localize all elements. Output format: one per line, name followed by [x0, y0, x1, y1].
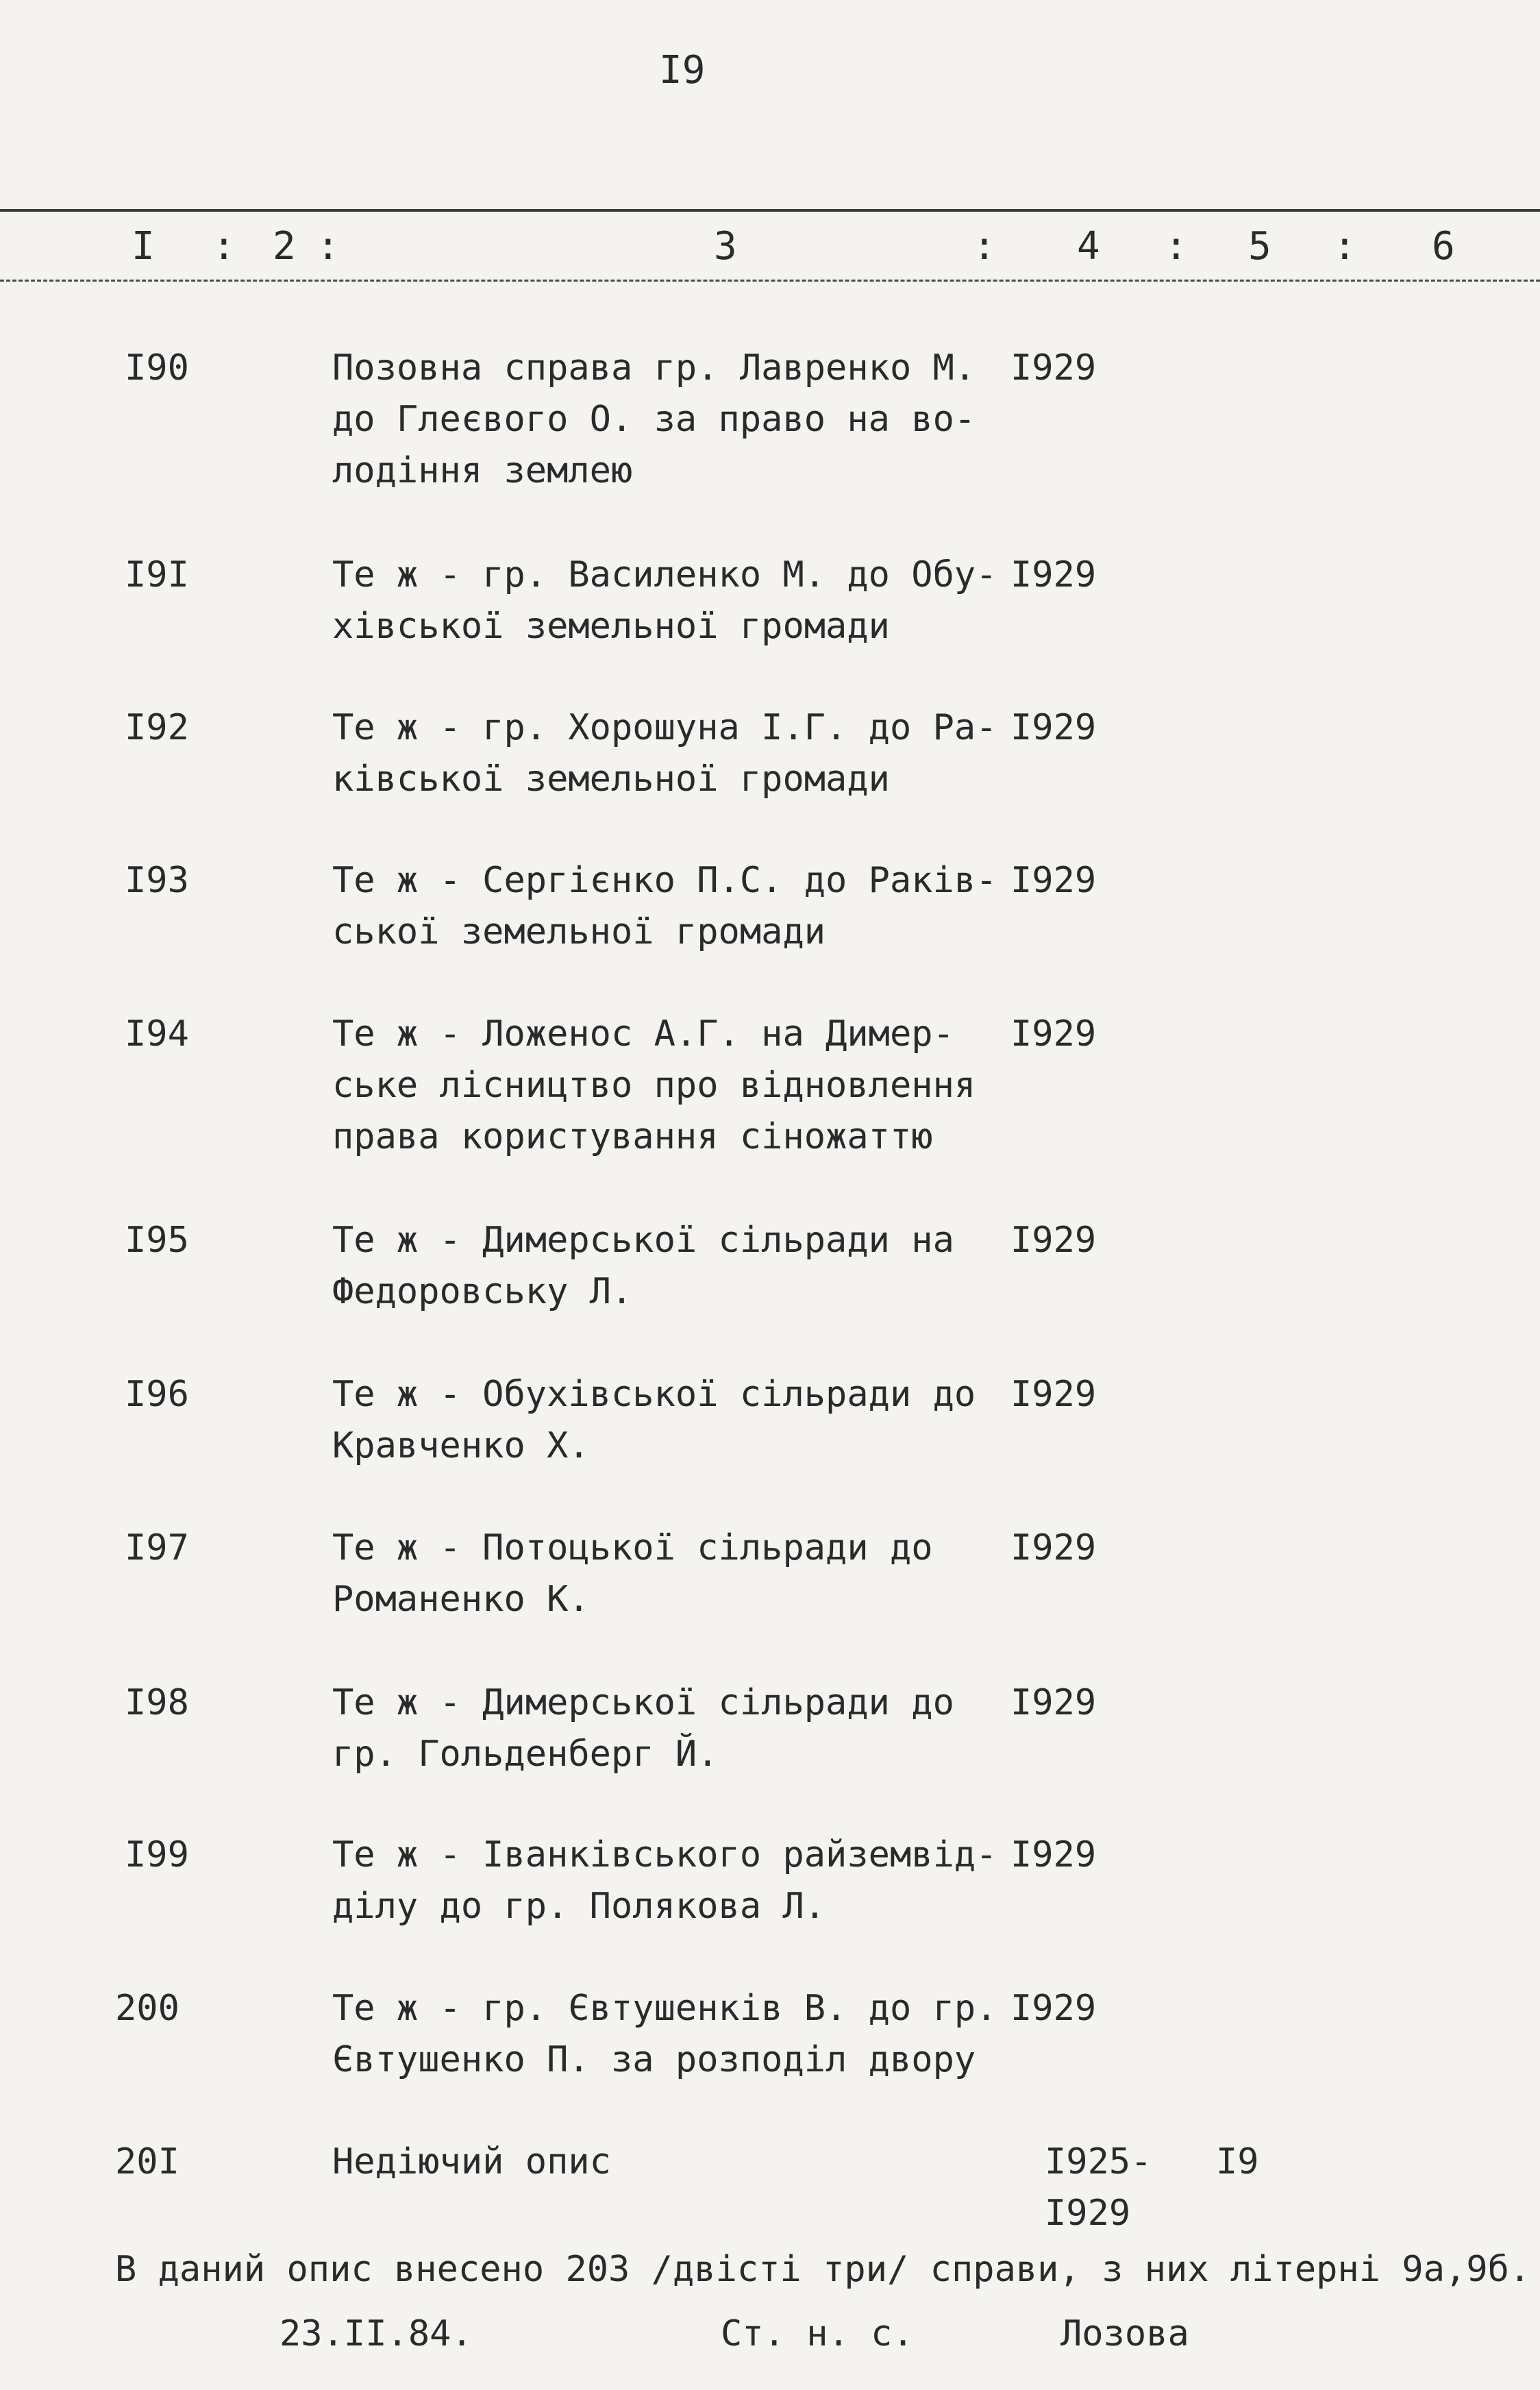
file-number: I92	[125, 707, 189, 748]
file-number: I99	[125, 1834, 189, 1875]
file-description: Те ж - гр. Василенко М. до Обу- хівської земельної громади	[332, 554, 997, 647]
file-description: Те ж - Потоцької сільради до Романенко К.	[332, 1527, 933, 1620]
col-header-1: I	[132, 224, 155, 269]
compiler-name: Лозова	[1060, 2313, 1189, 2354]
header-rule-bottom	[0, 280, 1540, 282]
sheet-count: I9	[1216, 2141, 1259, 2182]
file-description: Недіючий опис	[332, 2141, 611, 2182]
file-description: Те ж - Димерської сільради до гр. Гольденберг Й.	[332, 1682, 954, 1775]
file-description: Те ж - Димерської сільради на Федоровську Л.	[332, 1220, 954, 1312]
file-number: 200	[115, 1988, 179, 2029]
file-year: I929	[1010, 1527, 1097, 1568]
col-separator: :	[212, 224, 236, 269]
page-number: I9	[659, 48, 706, 93]
col-header-5: 5	[1248, 224, 1271, 269]
col-separator: :	[973, 224, 996, 269]
summary-note: В даний опис внесено 203 /двісті три/ справи, з них літерні 9а,9б.	[115, 2249, 1531, 2290]
file-year: I929	[1010, 1834, 1097, 1875]
file-year: I929	[1010, 860, 1097, 901]
file-description: Позовна справа гр. Лавренко М. до Глеєвого О. за право на во- лодіння землею	[332, 347, 976, 491]
file-number: I9I	[125, 554, 189, 595]
file-description: Те ж - гр. Хорошуна І.Г. до Ра- ківської земельної громади	[332, 707, 997, 800]
file-description: Те ж - Іванківського райземвід- ділу до гр. Полякова Л.	[332, 1834, 997, 1927]
file-year: I929	[1010, 554, 1097, 595]
file-year: I929	[1010, 1013, 1097, 1055]
col-header-4: 4	[1077, 224, 1100, 269]
file-description: Те ж - Обухівської сільради до Кравченко Х.	[332, 1374, 976, 1466]
file-number: I96	[125, 1374, 189, 1415]
col-header-6: 6	[1432, 224, 1455, 269]
file-number: I93	[125, 860, 189, 901]
file-description: Те ж - Сергієнко П.С. до Раків- ської земельної громади	[332, 860, 997, 952]
file-number: I95	[125, 1220, 189, 1261]
col-header-2: 2	[273, 224, 296, 269]
file-year: I929	[1010, 1220, 1097, 1261]
col-separator: :	[316, 224, 340, 269]
file-number: I97	[125, 1527, 189, 1568]
file-year: I929	[1010, 1988, 1097, 2029]
file-year: I929	[1010, 1374, 1097, 1415]
file-year: I929	[1010, 1682, 1097, 1723]
compilation-date: 23.II.84.	[280, 2313, 473, 2354]
col-header-3: 3	[714, 224, 737, 269]
compiler-position: Ст. н. с.	[721, 2313, 914, 2354]
file-number: I98	[125, 1682, 189, 1723]
file-year: I929	[1010, 347, 1097, 389]
file-year: I929	[1010, 707, 1097, 748]
file-year: I925- I929	[1045, 2141, 1152, 2234]
col-separator: :	[1165, 224, 1188, 269]
header-rule-top	[0, 209, 1540, 212]
col-separator: :	[1333, 224, 1356, 269]
file-number: I90	[125, 347, 189, 389]
file-description: Те ж - гр. Євтушенків В. до гр. Євтушенко П. за розподіл двору	[332, 1988, 997, 2080]
file-number: I94	[125, 1013, 189, 1055]
file-description: Те ж - Ложенос А.Г. на Димер- ське лісництво про відновлення права користування сіножаттю	[332, 1013, 976, 1157]
file-number: 20I	[115, 2141, 179, 2182]
